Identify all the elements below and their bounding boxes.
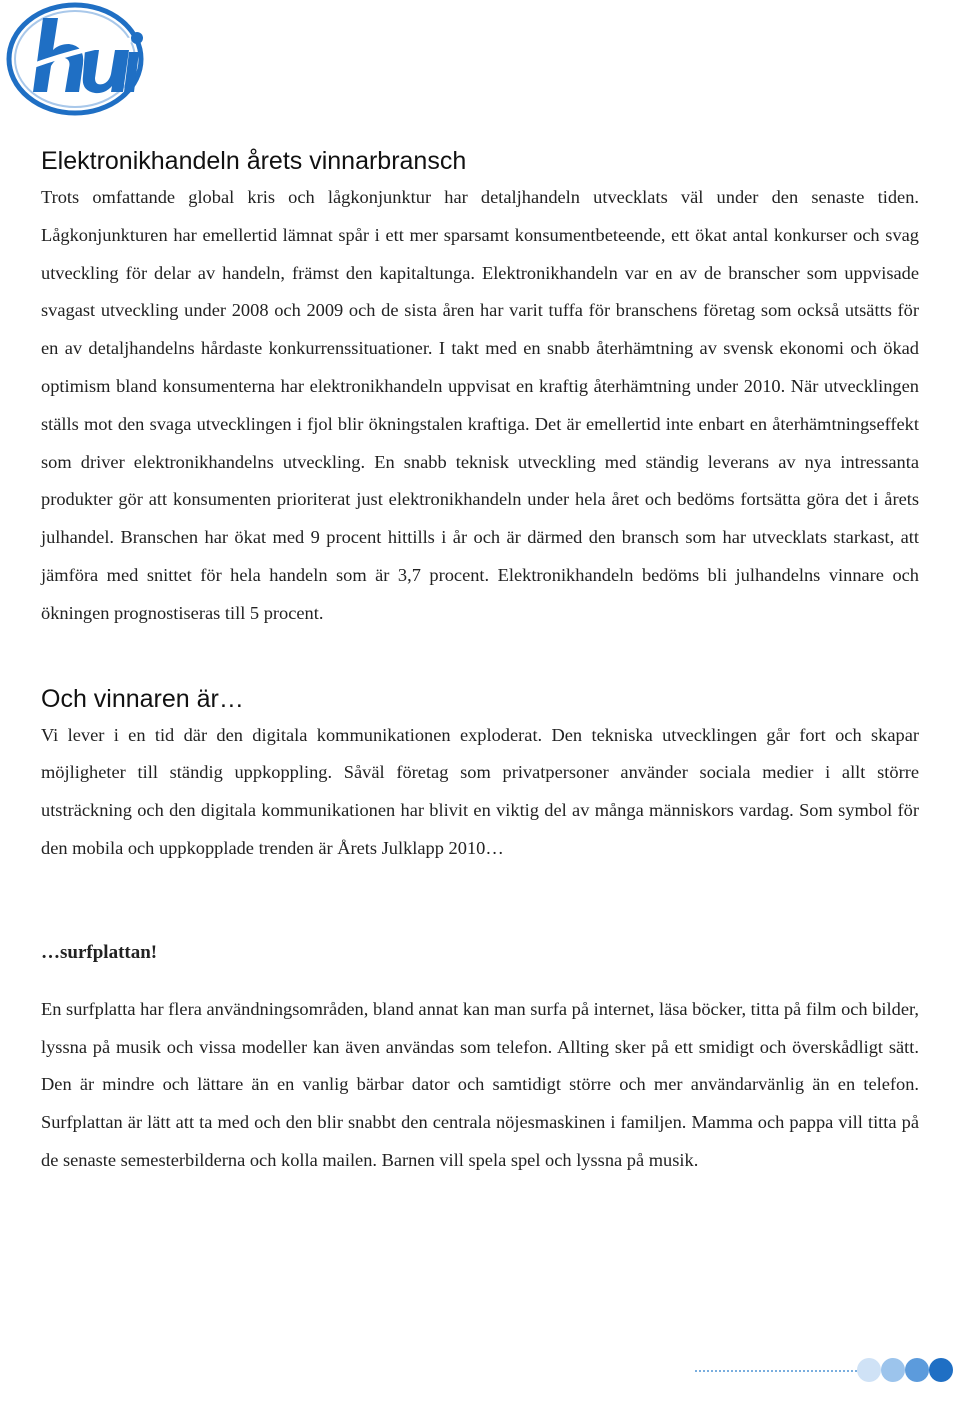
section-heading-surfplattan: …surfplattan! xyxy=(41,941,158,963)
footer-decoration xyxy=(695,1349,960,1389)
section-paragraph-och-vinnaren: Vi lever i en tid där den digitala kommunikationen exploderat. Den tekniska utvecklingen går fort och skapar möjligheter till ständig uppkoppling. Såväl företag som privatpersoner använder sociala medier i allt större utsträckning och den digitala kommunikationen har blivit en viktig del av många människors vardag. Som symbol för den mobila och uppkopplade trenden är Årets Julklapp 2010… xyxy=(41,724,919,858)
section-paragraph-surfplattan: En surfplatta har flera användningsområden, bland annat kan man surfa på internet, läsa böcker, titta på film och bilder, lyssna på musik och vissa modeller kan även användas som telefon. Allting sker på ett smidigt och överskådligt sätt. Den är mindre och lättare än en vanlig bärbar dator och samtidigt större och mer användarvänlig än en telefon. Surfplattan är lätt att ta med och den blir snabbt den centrala nöjesmaskinen i familjen. Mamma och pappa vill titta på de senaste semesterbilderna och kolla mailen. Barnen vill spela spel och lyssna på musik. xyxy=(41,998,919,1170)
document-body xyxy=(41,140,919,1180)
hui-logo xyxy=(3,0,149,118)
section-heading-och-vinnaren: Och vinnaren är… xyxy=(41,684,244,713)
section-paragraph-elektronikhandeln: Trots omfattande global kris och lågkonjunktur har detaljhandeln utvecklats väl under den senaste tiden. Lågkonjunkturen har emellertid lämnat spår i ett mer sparsamt konsumentbeteende, ett ökat antal konkurser och svag utveckling för delar av handeln, främst den kapitaltunga. Elektronikhandeln var en av de branscher som uppvisade svagast utveckling under 2008 och 2009 och de sista åren har varit tuffa för branschens företag som också utsätts för en av detaljhandelns hårdaste konkurrenssituationer. I takt med en snabb återhämtning av svensk ekonomi och ökad optimism bland konsumenterna har elektronikhandeln uppvisat en kraftig återhämtning under 2010. När utvecklingen ställs mot den svaga utvecklingen i fjol blir ökningstalen kraftiga. Det är emellertid inte enbart en återhämtningseffekt som driver elektronikhandelns utveckling. En snabb teknisk utveckling med ständig leverans av nya intressanta produkter gör att konsumenten prioriterat just elektronikhandeln under hela året och bedöms fortsätta göra det i årets julhandel. Branschen har ökat med 9 procent hittills i år och är därmed den bransch som har utvecklats starkast, att jämföra med snittet för hela handeln som är 3,7 procent. Elektronikhandeln bedöms bli julhandelns vinnare och ökningen prognostiseras till 5 procent. xyxy=(41,187,919,623)
section-heading-elektronikhandeln: Elektronikhandeln årets vinnarbransch xyxy=(41,147,467,175)
